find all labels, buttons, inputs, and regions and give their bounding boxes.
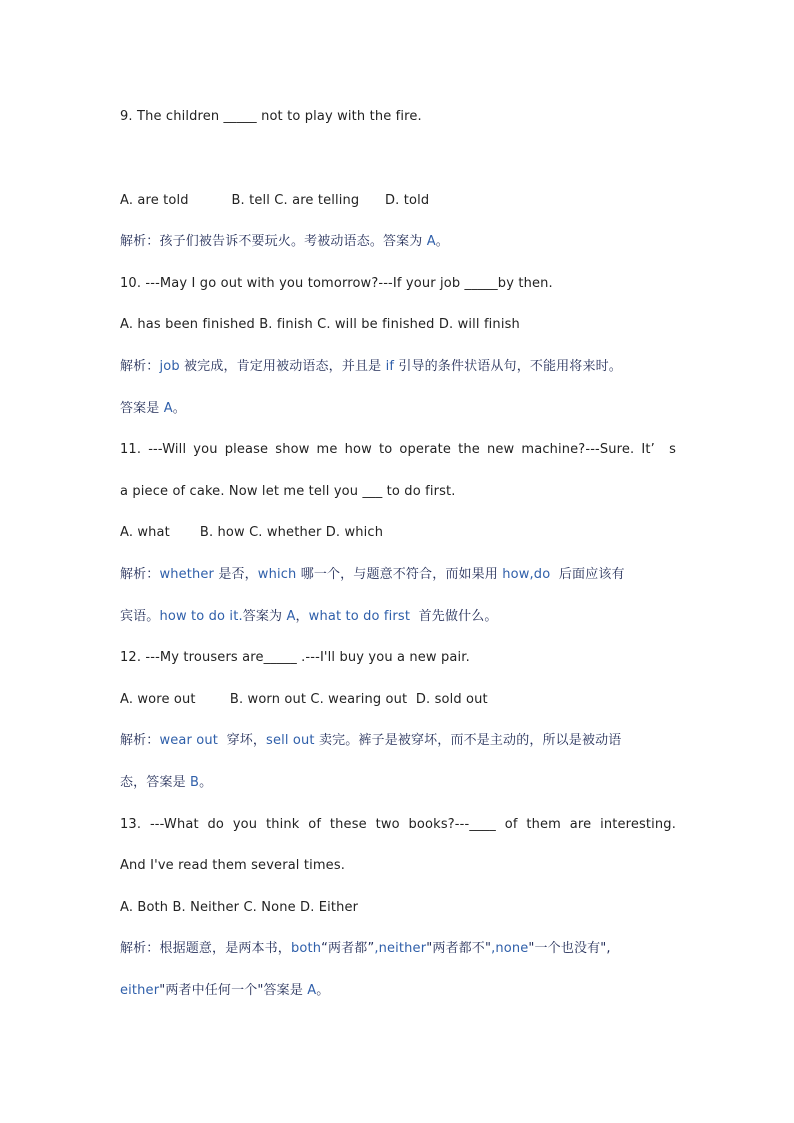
q10-options: A. has been finished B. finish C. will be finished D. will finish [120,317,520,332]
q11-question-line1: 11. ---Will you please show me how to operate the new machine?---Sure. It’ s [120,442,676,457]
keyword: sell out [266,733,315,748]
explain-text: ， [295,609,309,624]
explain-text: 引导的条件状语从句，不能用将来时。 [394,359,622,374]
keyword: either [120,983,160,998]
q13-options: A. Both B. Neither C. None D. Either [120,900,359,915]
keyword: what to do first [308,609,411,624]
explain-text: 。 [172,401,186,416]
explain-text: 宾语。 [120,609,160,624]
explain-text: 答案是 [120,401,164,416]
q11-explanation-line2 [120,608,676,626]
keyword: job [159,359,180,374]
answer-letter: A [307,983,317,998]
q10-question: 10. ---May I go out with you tomorrow?---If your job _____by then. [120,276,553,291]
q12-explanation-line2 [120,774,676,792]
keyword: if [385,359,395,374]
keyword: how to do it. [159,609,243,624]
explain-text: 解析： [120,359,160,374]
keyword: wear out [159,733,219,748]
explain-text: 态，答案是 [120,775,191,790]
explain-text: 首先做什么。 [410,609,498,624]
explain-text: 。 [316,983,330,998]
answer-letter: B [190,775,200,790]
q11-options: A. what B. how C. whether D. which [120,525,384,540]
explain-text: "一个也没有", [528,941,611,956]
q9-question: 9. The children _____ not to play with the fire. [120,109,422,124]
q13-explanation-line2 [120,982,676,1000]
q12-options: A. wore out B. worn out C. wearing out D. sold out [120,692,488,707]
q9-options: A. are told B. tell C. are telling D. told [120,193,430,208]
explain-text: 是否， [214,567,258,582]
explain-text: 穿坏， [218,733,267,748]
q12-explanation-line1 [120,732,676,750]
q9-explanation [120,233,676,251]
explain-text: "两者都不" [426,941,492,956]
explain-text: 卖完。裤子是被穿坏，而不是主动的，所以是被动语 [314,733,622,748]
explain-text: 后面应该有 [550,567,625,582]
explain-text: 。 [199,775,213,790]
answer-letter: A [286,609,296,624]
keyword: whether [159,567,215,582]
q10-explanation-line1 [120,358,676,376]
keyword: how,do [502,567,551,582]
explain-text: 答案为 [242,609,287,624]
explain-text: 解析： [120,567,160,582]
q11-explanation-line1 [120,566,676,584]
explain-text: "两者中任何一个" [159,983,264,998]
q13-question-line1: 13. ---What do you think of these two books?---____ of them are interesting. [120,817,676,832]
q10-explanation-line2 [120,400,676,418]
explain-text: 答案是 [263,983,308,998]
explain-text: 解析：孩子们被告诉不要玩火。考被动语态。答案为 [120,234,427,249]
answer-letter: A [163,401,173,416]
explain-text: “两者都” [321,941,375,956]
explain-text: 解析： [120,733,160,748]
keyword: which [257,567,297,582]
keyword: both [290,941,322,956]
keyword: ,none [491,941,529,956]
q13-question-line2: And I've read them several times. [120,858,346,873]
keyword: ,neither [374,941,427,956]
q13-explanation-line1 [120,940,676,958]
explain-text: 。 [435,234,449,249]
explain-text: 解析：根据题意，是两本书， [120,941,291,956]
answer-letter: A [426,234,436,249]
explain-text: 哪一个，与题意不符合，而如果用 [296,567,503,582]
q12-question: 12. ---My trousers are_____ .---I'll buy you a new pair. [120,650,470,665]
q11-question-line2: a piece of cake. Now let me tell you ___ to do first. [120,484,456,499]
explain-text: 被完成，肯定用被动语态，并且是 [179,359,386,374]
